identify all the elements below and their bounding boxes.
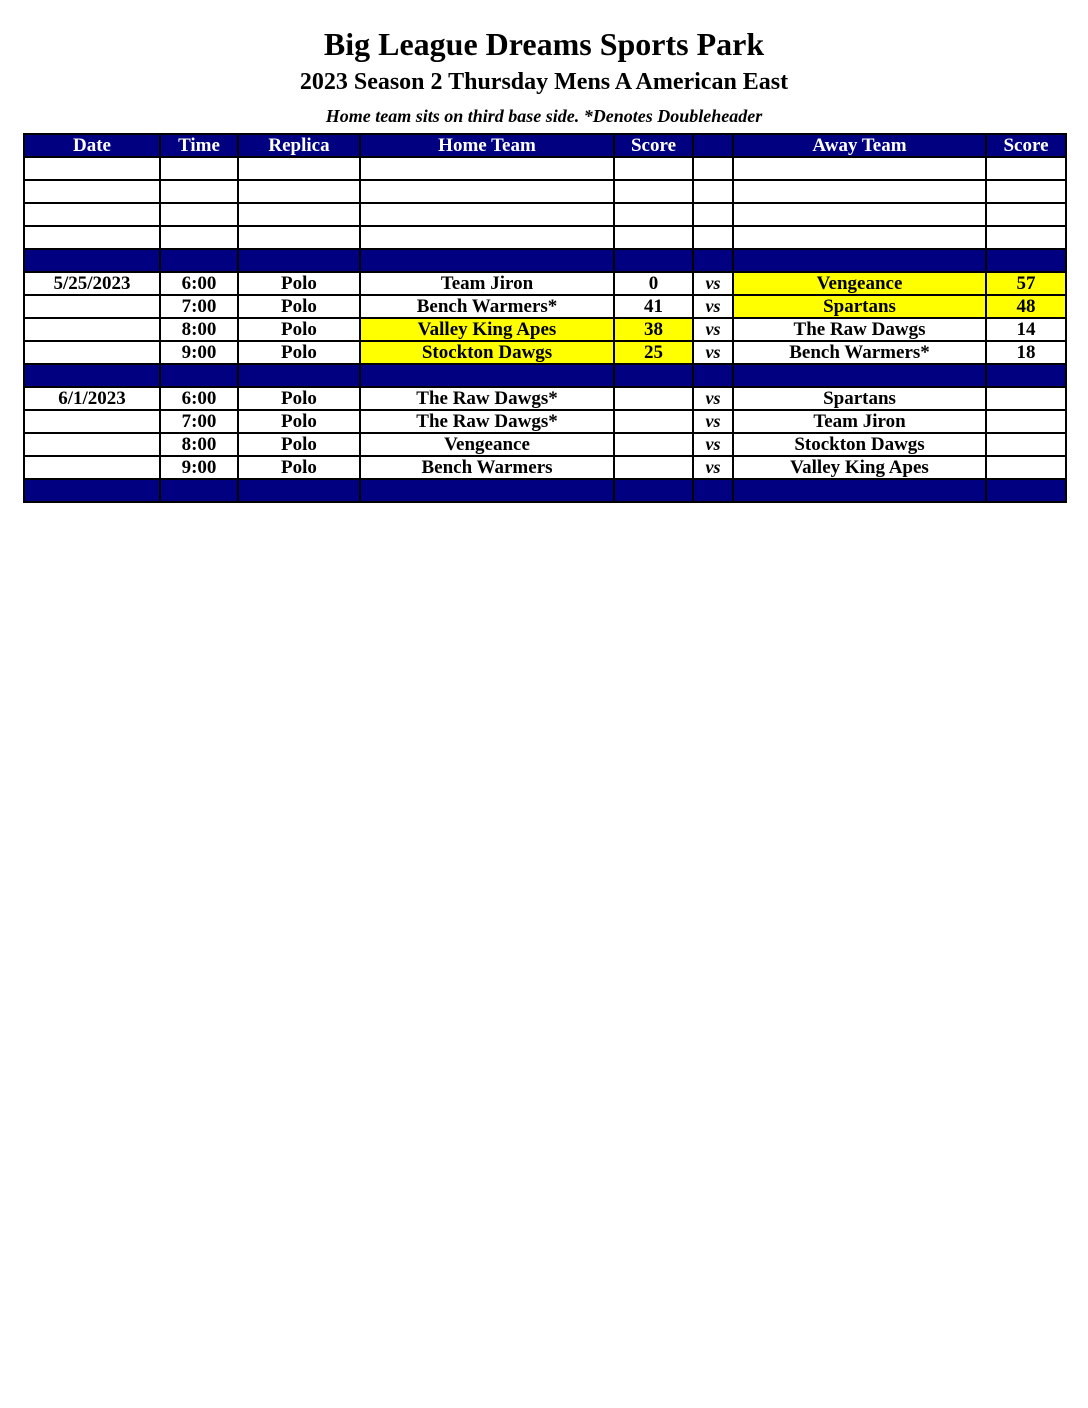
home-score: 38 xyxy=(614,318,693,341)
game-date xyxy=(24,318,160,341)
game-date xyxy=(24,295,160,318)
away-team: Spartans xyxy=(733,387,986,410)
game-row xyxy=(24,387,1066,410)
empty-row xyxy=(24,203,1066,226)
game-date xyxy=(24,341,160,364)
home-score xyxy=(614,410,693,433)
game-time: 9:00 xyxy=(160,341,238,364)
game-date xyxy=(24,410,160,433)
game-row xyxy=(24,456,1066,479)
game-date xyxy=(24,456,160,479)
page-subtitle: 2023 Season 2 Thursday Mens A American East xyxy=(299,69,789,95)
week-separator-row xyxy=(24,249,1066,272)
away-score: 57 xyxy=(986,272,1066,295)
game-date: 6/1/2023 xyxy=(24,387,160,410)
page-title: Big League Dreams Sports Park xyxy=(323,26,765,62)
game-field: Polo xyxy=(238,341,360,364)
game-row xyxy=(24,318,1066,341)
game-time: 7:00 xyxy=(160,410,238,433)
schedule-note: Home team sits on third base side. *Denotes Doubleheader xyxy=(325,106,763,126)
away-team: Vengeance xyxy=(733,272,986,295)
home-team: Vengeance xyxy=(360,433,614,456)
col-header-home-score: Score xyxy=(614,134,693,157)
game-field: Polo xyxy=(238,295,360,318)
game-time: 8:00 xyxy=(160,318,238,341)
game-row xyxy=(24,341,1066,364)
away-score xyxy=(986,387,1066,410)
col-header-away-score: Score xyxy=(986,134,1066,157)
home-score: 41 xyxy=(614,295,693,318)
week-separator-row xyxy=(24,364,1066,387)
home-score: 25 xyxy=(614,341,693,364)
game-row xyxy=(24,295,1066,318)
game-time: 7:00 xyxy=(160,295,238,318)
week-separator-row xyxy=(24,479,1066,502)
home-team: Bench Warmers* xyxy=(360,295,614,318)
empty-row xyxy=(24,226,1066,249)
game-row xyxy=(24,433,1066,456)
game-field: Polo xyxy=(238,433,360,456)
game-date: 5/25/2023 xyxy=(24,272,160,295)
game-field: Polo xyxy=(238,410,360,433)
home-team: Team Jiron xyxy=(360,272,614,295)
col-header-date: Date xyxy=(24,134,160,157)
away-score xyxy=(986,433,1066,456)
away-team: Team Jiron xyxy=(733,410,986,433)
home-score xyxy=(614,456,693,479)
game-date xyxy=(24,433,160,456)
home-team: The Raw Dawgs* xyxy=(360,387,614,410)
vs-label: vs xyxy=(693,456,733,479)
away-team: Spartans xyxy=(733,295,986,318)
vs-label: vs xyxy=(693,410,733,433)
home-team: Valley King Apes xyxy=(360,318,614,341)
col-header-time: Time xyxy=(160,134,238,157)
home-team: Stockton Dawgs xyxy=(360,341,614,364)
home-score: 0 xyxy=(614,272,693,295)
game-field: Polo xyxy=(238,456,360,479)
vs-label: vs xyxy=(693,272,733,295)
game-time: 8:00 xyxy=(160,433,238,456)
away-score xyxy=(986,410,1066,433)
home-team: The Raw Dawgs* xyxy=(360,410,614,433)
away-score: 18 xyxy=(986,341,1066,364)
vs-label: vs xyxy=(693,387,733,410)
away-score xyxy=(986,456,1066,479)
game-time: 9:00 xyxy=(160,456,238,479)
away-score: 14 xyxy=(986,318,1066,341)
home-score xyxy=(614,433,693,456)
game-row xyxy=(24,272,1066,295)
col-header-vs xyxy=(693,134,733,157)
header-row xyxy=(24,134,1066,157)
away-team: The Raw Dawgs xyxy=(733,318,986,341)
schedule-table xyxy=(23,133,1067,503)
home-score xyxy=(614,387,693,410)
away-team: Stockton Dawgs xyxy=(733,433,986,456)
vs-label: vs xyxy=(693,295,733,318)
col-header-replica: Replica xyxy=(238,134,360,157)
away-team: Bench Warmers* xyxy=(733,341,986,364)
away-team: Valley King Apes xyxy=(733,456,986,479)
col-header-away-team: Away Team xyxy=(733,134,986,157)
vs-label: vs xyxy=(693,341,733,364)
game-time: 6:00 xyxy=(160,387,238,410)
vs-label: vs xyxy=(693,318,733,341)
game-field: Polo xyxy=(238,387,360,410)
away-score: 48 xyxy=(986,295,1066,318)
game-time: 6:00 xyxy=(160,272,238,295)
game-field: Polo xyxy=(238,272,360,295)
vs-label: vs xyxy=(693,433,733,456)
game-row xyxy=(24,410,1066,433)
game-field: Polo xyxy=(238,318,360,341)
empty-row xyxy=(24,157,1066,180)
col-header-home-team: Home Team xyxy=(360,134,614,157)
empty-row xyxy=(24,180,1066,203)
home-team: Bench Warmers xyxy=(360,456,614,479)
